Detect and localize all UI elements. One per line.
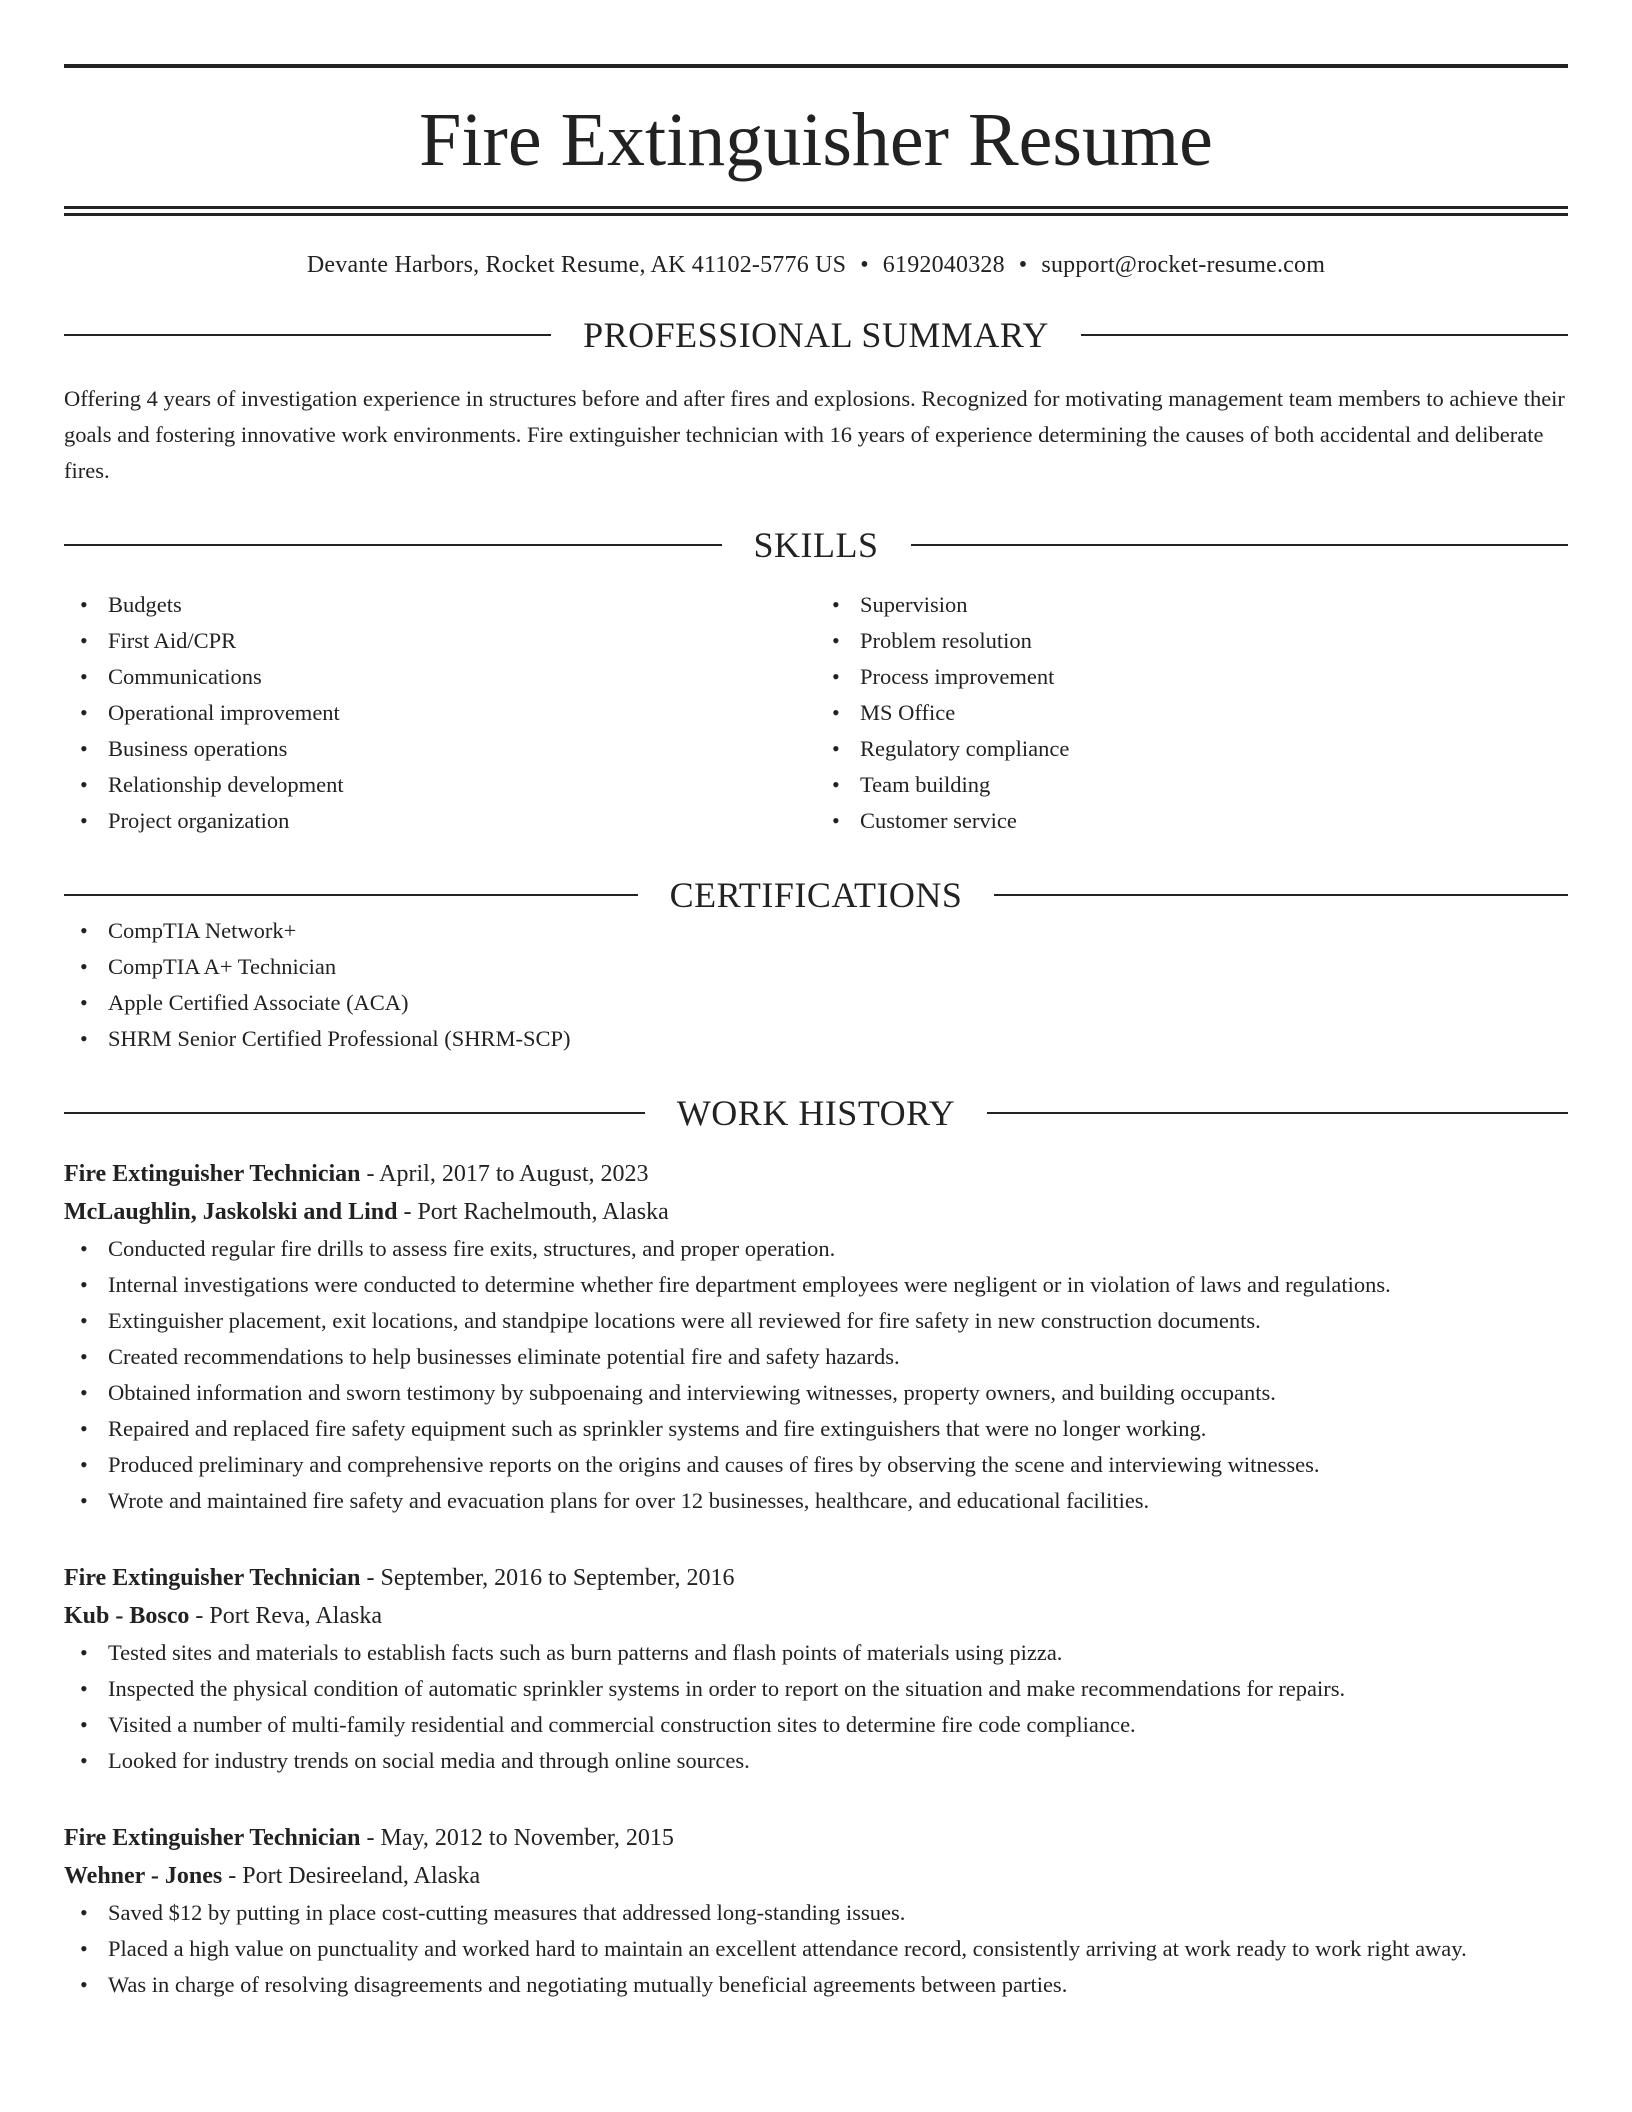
job-dates: - April, 2017 to August, 2023 bbox=[360, 1161, 649, 1187]
list-item: • Obtained information and sworn testimony by subpoenaing and interviewing witnesses, property owners, and building occupants. bbox=[64, 1375, 1568, 1411]
job-title: Fire Extinguisher Technician bbox=[64, 1161, 361, 1187]
job-duties-list bbox=[64, 1635, 1568, 1779]
list-item: • Supervision bbox=[816, 587, 1568, 623]
heading-rule-left bbox=[64, 544, 722, 546]
list-item: • Visited a number of multi-family residential and commercial construction sites to determine fire code compliance. bbox=[64, 1707, 1568, 1743]
job-company: Kub - Bosco bbox=[64, 1603, 190, 1629]
list-item: • Problem resolution bbox=[816, 623, 1568, 659]
list-item: • Internal investigations were conducted to determine whether fire department employees were negligent or in violation of laws and regulations. bbox=[64, 1267, 1568, 1303]
job-entry bbox=[64, 1155, 1568, 1519]
certifications-heading bbox=[64, 877, 1568, 913]
list-item: • Operational improvement bbox=[64, 695, 816, 731]
title-double-rule bbox=[64, 206, 1568, 216]
certifications-heading-label: CERTIFICATIONS bbox=[669, 875, 963, 915]
job-title-line bbox=[64, 1559, 1568, 1597]
job-title-line bbox=[64, 1819, 1568, 1857]
list-item: • Tested sites and materials to establish facts such as burn patterns and flash points of materials using pizza. bbox=[64, 1635, 1568, 1671]
heading-rule-left bbox=[64, 1112, 645, 1114]
job-title: Fire Extinguisher Technician bbox=[64, 1825, 361, 1851]
heading-rule-right bbox=[994, 894, 1568, 896]
job-entry bbox=[64, 1819, 1568, 2003]
job-entry bbox=[64, 1559, 1568, 1779]
list-item: • Process improvement bbox=[816, 659, 1568, 695]
list-item: • Saved $12 by putting in place cost-cutting measures that addressed long-standing issues. bbox=[64, 1895, 1568, 1931]
list-item: • Project organization bbox=[64, 803, 816, 839]
list-item: • Business operations bbox=[64, 731, 816, 767]
contact-email[interactable]: support@rocket-resume.com bbox=[1041, 252, 1326, 278]
list-item: • First Aid/CPR bbox=[64, 623, 816, 659]
top-rule bbox=[64, 64, 1568, 68]
contact-line bbox=[64, 252, 1568, 279]
list-item: • Created recommendations to help businesses eliminate potential fire and safety hazards. bbox=[64, 1339, 1568, 1375]
job-title-line bbox=[64, 1155, 1568, 1193]
list-item: • Repaired and replaced fire safety equipment such as sprinkler systems and fire extinguishers that were no longer working. bbox=[64, 1411, 1568, 1447]
job-company-line bbox=[64, 1857, 1568, 1895]
skills-list-right bbox=[816, 587, 1568, 839]
list-item: • MS Office bbox=[816, 695, 1568, 731]
list-item: • Extinguisher placement, exit locations, and standpipe locations were all reviewed for fire safety in new construction documents. bbox=[64, 1303, 1568, 1339]
list-item: • Regulatory compliance bbox=[816, 731, 1568, 767]
summary-heading bbox=[64, 317, 1568, 353]
heading-rule-right bbox=[911, 544, 1569, 546]
summary-text: Offering 4 years of investigation experience in structures before and after fires and explosions. Recognized for motivating management team members to achieve their goals and fostering innovative work environments. Fire extinguisher technician with 16 years of experience determining the causes of both accidental and deliberate fires. bbox=[64, 386, 1565, 483]
skills-list-left bbox=[64, 587, 816, 839]
job-location: - Port Reva, Alaska bbox=[189, 1603, 382, 1629]
job-company: Wehner - Jones bbox=[64, 1863, 223, 1889]
job-dates: - May, 2012 to November, 2015 bbox=[360, 1825, 674, 1851]
list-item: • Relationship development bbox=[64, 767, 816, 803]
job-company: McLaughlin, Jaskolski and Lind bbox=[64, 1199, 398, 1225]
list-item: • Looked for industry trends on social media and through online sources. bbox=[64, 1743, 1568, 1779]
contact-separator: • bbox=[860, 252, 869, 278]
list-item: • Inspected the physical condition of automatic sprinkler systems in order to report on the situation and make recommendations for repairs. bbox=[64, 1671, 1568, 1707]
job-duties-list bbox=[64, 1895, 1568, 2003]
heading-rule-right bbox=[1081, 334, 1568, 336]
list-item: • Apple Certified Associate (ACA) bbox=[64, 985, 1568, 1021]
heading-rule-left bbox=[64, 894, 638, 896]
job-company-line bbox=[64, 1597, 1568, 1635]
skills-columns bbox=[64, 587, 1568, 839]
list-item: • CompTIA Network+ bbox=[64, 913, 1568, 949]
resume-container bbox=[64, 64, 1568, 2003]
list-item: • Communications bbox=[64, 659, 816, 695]
heading-rule-left bbox=[64, 334, 551, 336]
certifications-list bbox=[64, 913, 1568, 1057]
skills-heading-label: SKILLS bbox=[753, 525, 879, 565]
job-duties-list bbox=[64, 1231, 1568, 1519]
list-item: • Was in charge of resolving disagreements and negotiating mutually beneficial agreements between parties. bbox=[64, 1967, 1568, 2003]
list-item: • Conducted regular fire drills to assess fire exits, structures, and proper operation. bbox=[64, 1231, 1568, 1267]
job-location: - Port Rachelmouth, Alaska bbox=[397, 1199, 669, 1225]
list-item: • Placed a high value on punctuality and worked hard to maintain an excellent attendance record, consistently arriving at work ready to work right away. bbox=[64, 1931, 1568, 1967]
list-item: • Team building bbox=[816, 767, 1568, 803]
list-item: • CompTIA A+ Technician bbox=[64, 949, 1568, 985]
resume-title: Fire Extinguisher Resume bbox=[419, 98, 1213, 182]
job-location: - Port Desireeland, Alaska bbox=[222, 1863, 481, 1889]
contact-phone: 6192040328 bbox=[882, 252, 1005, 278]
list-item: • Produced preliminary and comprehensive reports on the origins and causes of fires by observing the scene and interviewing witnesses. bbox=[64, 1447, 1568, 1483]
list-item: • Wrote and maintained fire safety and evacuation plans for over 12 businesses, healthcare, and educational facilities. bbox=[64, 1483, 1568, 1519]
list-item: • Customer service bbox=[816, 803, 1568, 839]
summary-heading-label: PROFESSIONAL SUMMARY bbox=[583, 315, 1049, 355]
work-heading-label: WORK HISTORY bbox=[676, 1093, 956, 1133]
list-item: • Budgets bbox=[64, 587, 816, 623]
job-company-line bbox=[64, 1193, 1568, 1231]
work-history-list bbox=[64, 1155, 1568, 2003]
job-dates: - September, 2016 to September, 2016 bbox=[360, 1565, 735, 1591]
list-item: • SHRM Senior Certified Professional (SHRM-SCP) bbox=[64, 1021, 1568, 1057]
contact-address: Devante Harbors, Rocket Resume, AK 41102-5776 US bbox=[306, 252, 847, 278]
contact-separator: • bbox=[1018, 252, 1028, 278]
work-heading bbox=[64, 1095, 1568, 1131]
job-title: Fire Extinguisher Technician bbox=[64, 1565, 361, 1591]
skills-heading bbox=[64, 527, 1568, 563]
heading-rule-right bbox=[987, 1112, 1568, 1114]
